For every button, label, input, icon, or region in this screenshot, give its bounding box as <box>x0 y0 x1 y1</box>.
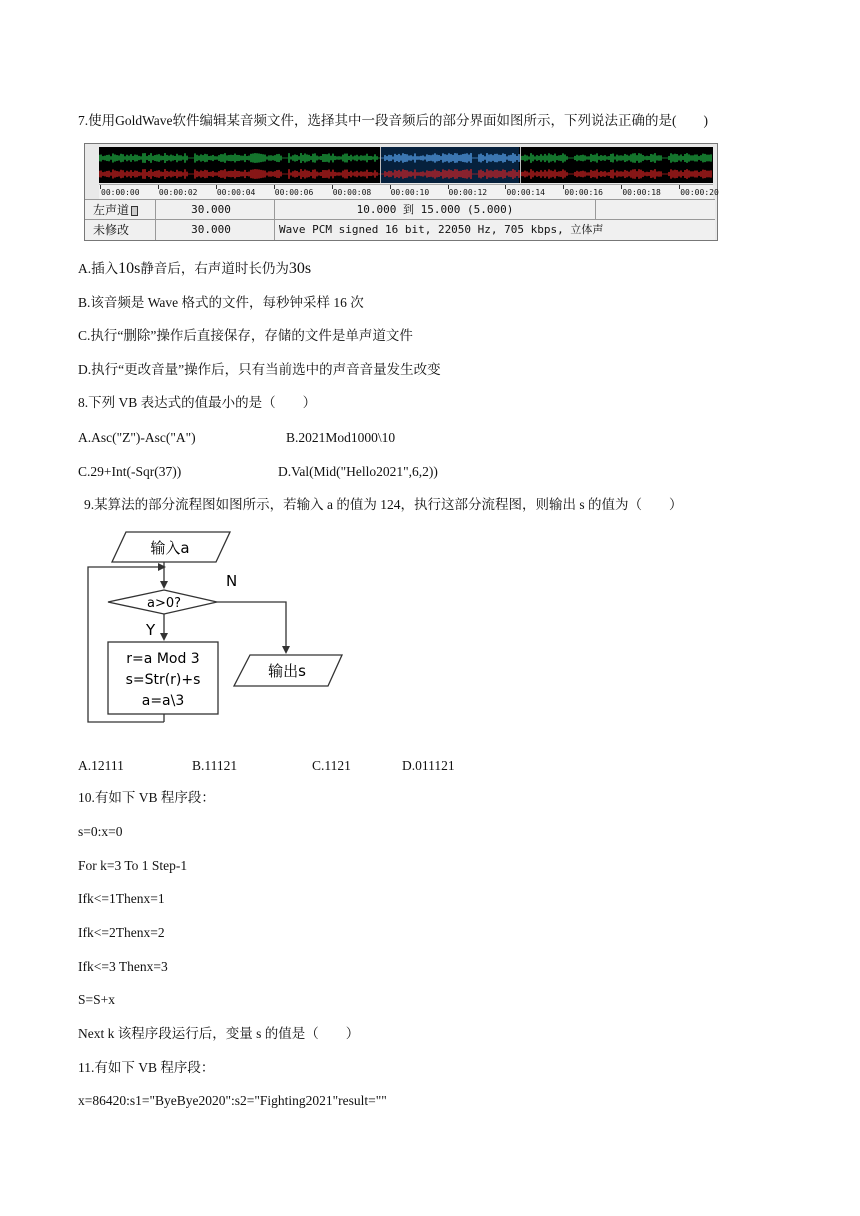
total-duration: 30.000 <box>148 220 275 240</box>
q9-option-b: B.11121 <box>192 758 238 773</box>
q7-option-b: B.该音频是 Wave 格式的文件，每秒钟采样 16 次 <box>78 295 364 310</box>
ruler-tick-label: 00:00:02 <box>158 188 198 197</box>
condition-label: a>0? <box>146 596 182 611</box>
goldwave-panel <box>84 143 718 241</box>
q8-option-d: D.Val(Mid("Hello2021",6,2)) <box>278 464 438 479</box>
output-label: 输出s <box>268 662 306 680</box>
flowchart <box>80 522 360 740</box>
q9-option-c: C.1121 <box>312 758 351 773</box>
modified-label: 未修改 <box>85 220 156 240</box>
q9-option-a: A.12111 <box>78 758 124 773</box>
format-info: Wave PCM signed 16 bit, 22050 Hz, 705 kbps, 立体声 <box>279 223 604 236</box>
q10-code-line: Ifk<=3 Thenx=3 <box>78 959 168 974</box>
ruler-tick-label: 00:00:12 <box>448 188 488 197</box>
q8-option-c: C.29+Int(-Sqr(37)) <box>78 464 182 479</box>
q10-code-line: Ifk<=2Thenx=2 <box>78 925 165 940</box>
ruler-tick-label: 00:00:16 <box>564 188 603 197</box>
selection-region[interactable] <box>380 147 521 183</box>
ruler-tick-label: 00:00:14 <box>506 188 545 197</box>
q10-code-line: For k=3 To 1 Step-1 <box>78 858 188 873</box>
process-line-3: a=a\3 <box>141 693 185 709</box>
ruler-tick-label: 00:00:00 <box>101 188 140 197</box>
status-blank <box>596 200 714 220</box>
q9-option-d: D.011121 <box>402 758 455 773</box>
process-line-2: s=Str(r)+s <box>125 672 201 688</box>
ruler-tick-label: 00:00:10 <box>390 188 430 197</box>
input-label: 输入a <box>150 539 190 557</box>
waveform-display[interactable] <box>99 147 713 183</box>
q10-code-line: Ifk<=1Thenx=1 <box>78 891 165 906</box>
q7-option-c: C.执行“删除”操作后直接保存，存储的文件是单声道文件 <box>78 328 413 343</box>
yes-label: Y <box>146 621 156 639</box>
q7-stem: 7.使用GoldWave软件编辑某音频文件，选择其中一段音频后的部分界面如图所示，下列说法正确的是( ) <box>78 113 709 128</box>
no-label: N <box>226 572 238 590</box>
q11-code-line: x=86420:s1="ByeBye2020":s2="Fighting2021"result="" <box>78 1093 387 1108</box>
status-row <box>85 219 715 240</box>
channel-icon <box>131 206 138 216</box>
q10-stem: 10.有如下 VB 程序段： <box>78 790 215 805</box>
duration-value: 30.000 <box>148 200 275 220</box>
process-line-1: r=a Mod 3 <box>126 651 200 667</box>
q10-code-line: s=0:x=0 <box>78 824 123 839</box>
channel-label: 左声道 <box>85 200 156 220</box>
time-ruler <box>99 184 719 199</box>
ruler-tick-label: 00:00:18 <box>622 188 661 197</box>
q11-stem: 11.有如下 VB 程序段： <box>78 1060 215 1075</box>
q7-option-d: D.执行“更改音量”操作后，只有当前选中的声音音量发生改变 <box>78 362 441 377</box>
q8-option-b: B.2021Mod1000\10 <box>286 430 396 445</box>
q9-stem: 9.某算法的部分流程图如图所示，若输入 a 的值为 124，执行这部分流程图，则输出 s 的值为（ ） <box>84 497 683 512</box>
q8-stem: 8.下列 VB 表达式的值最小的是（ ） <box>78 395 317 410</box>
q10-code-line: S=S+x <box>78 992 115 1007</box>
ruler-tick-label: 00:00:04 <box>216 188 256 197</box>
ruler-tick-label: 00:00:06 <box>274 188 314 197</box>
q8-option-a: A.Asc("Z")-Asc("A") <box>78 430 196 445</box>
q10-tail: Next k 该程序段运行后，变量 s 的值是（ ） <box>78 1026 360 1041</box>
selection-range: 10.000 到 15.000 (5.000) <box>275 200 596 220</box>
ruler-tick-label: 00:00:20 <box>680 188 719 197</box>
q7-option-a: A.插入10s静音后，右声道时长仍为30s <box>78 260 312 277</box>
ruler-tick-label: 00:00:08 <box>332 188 372 197</box>
channel-row <box>85 199 715 220</box>
